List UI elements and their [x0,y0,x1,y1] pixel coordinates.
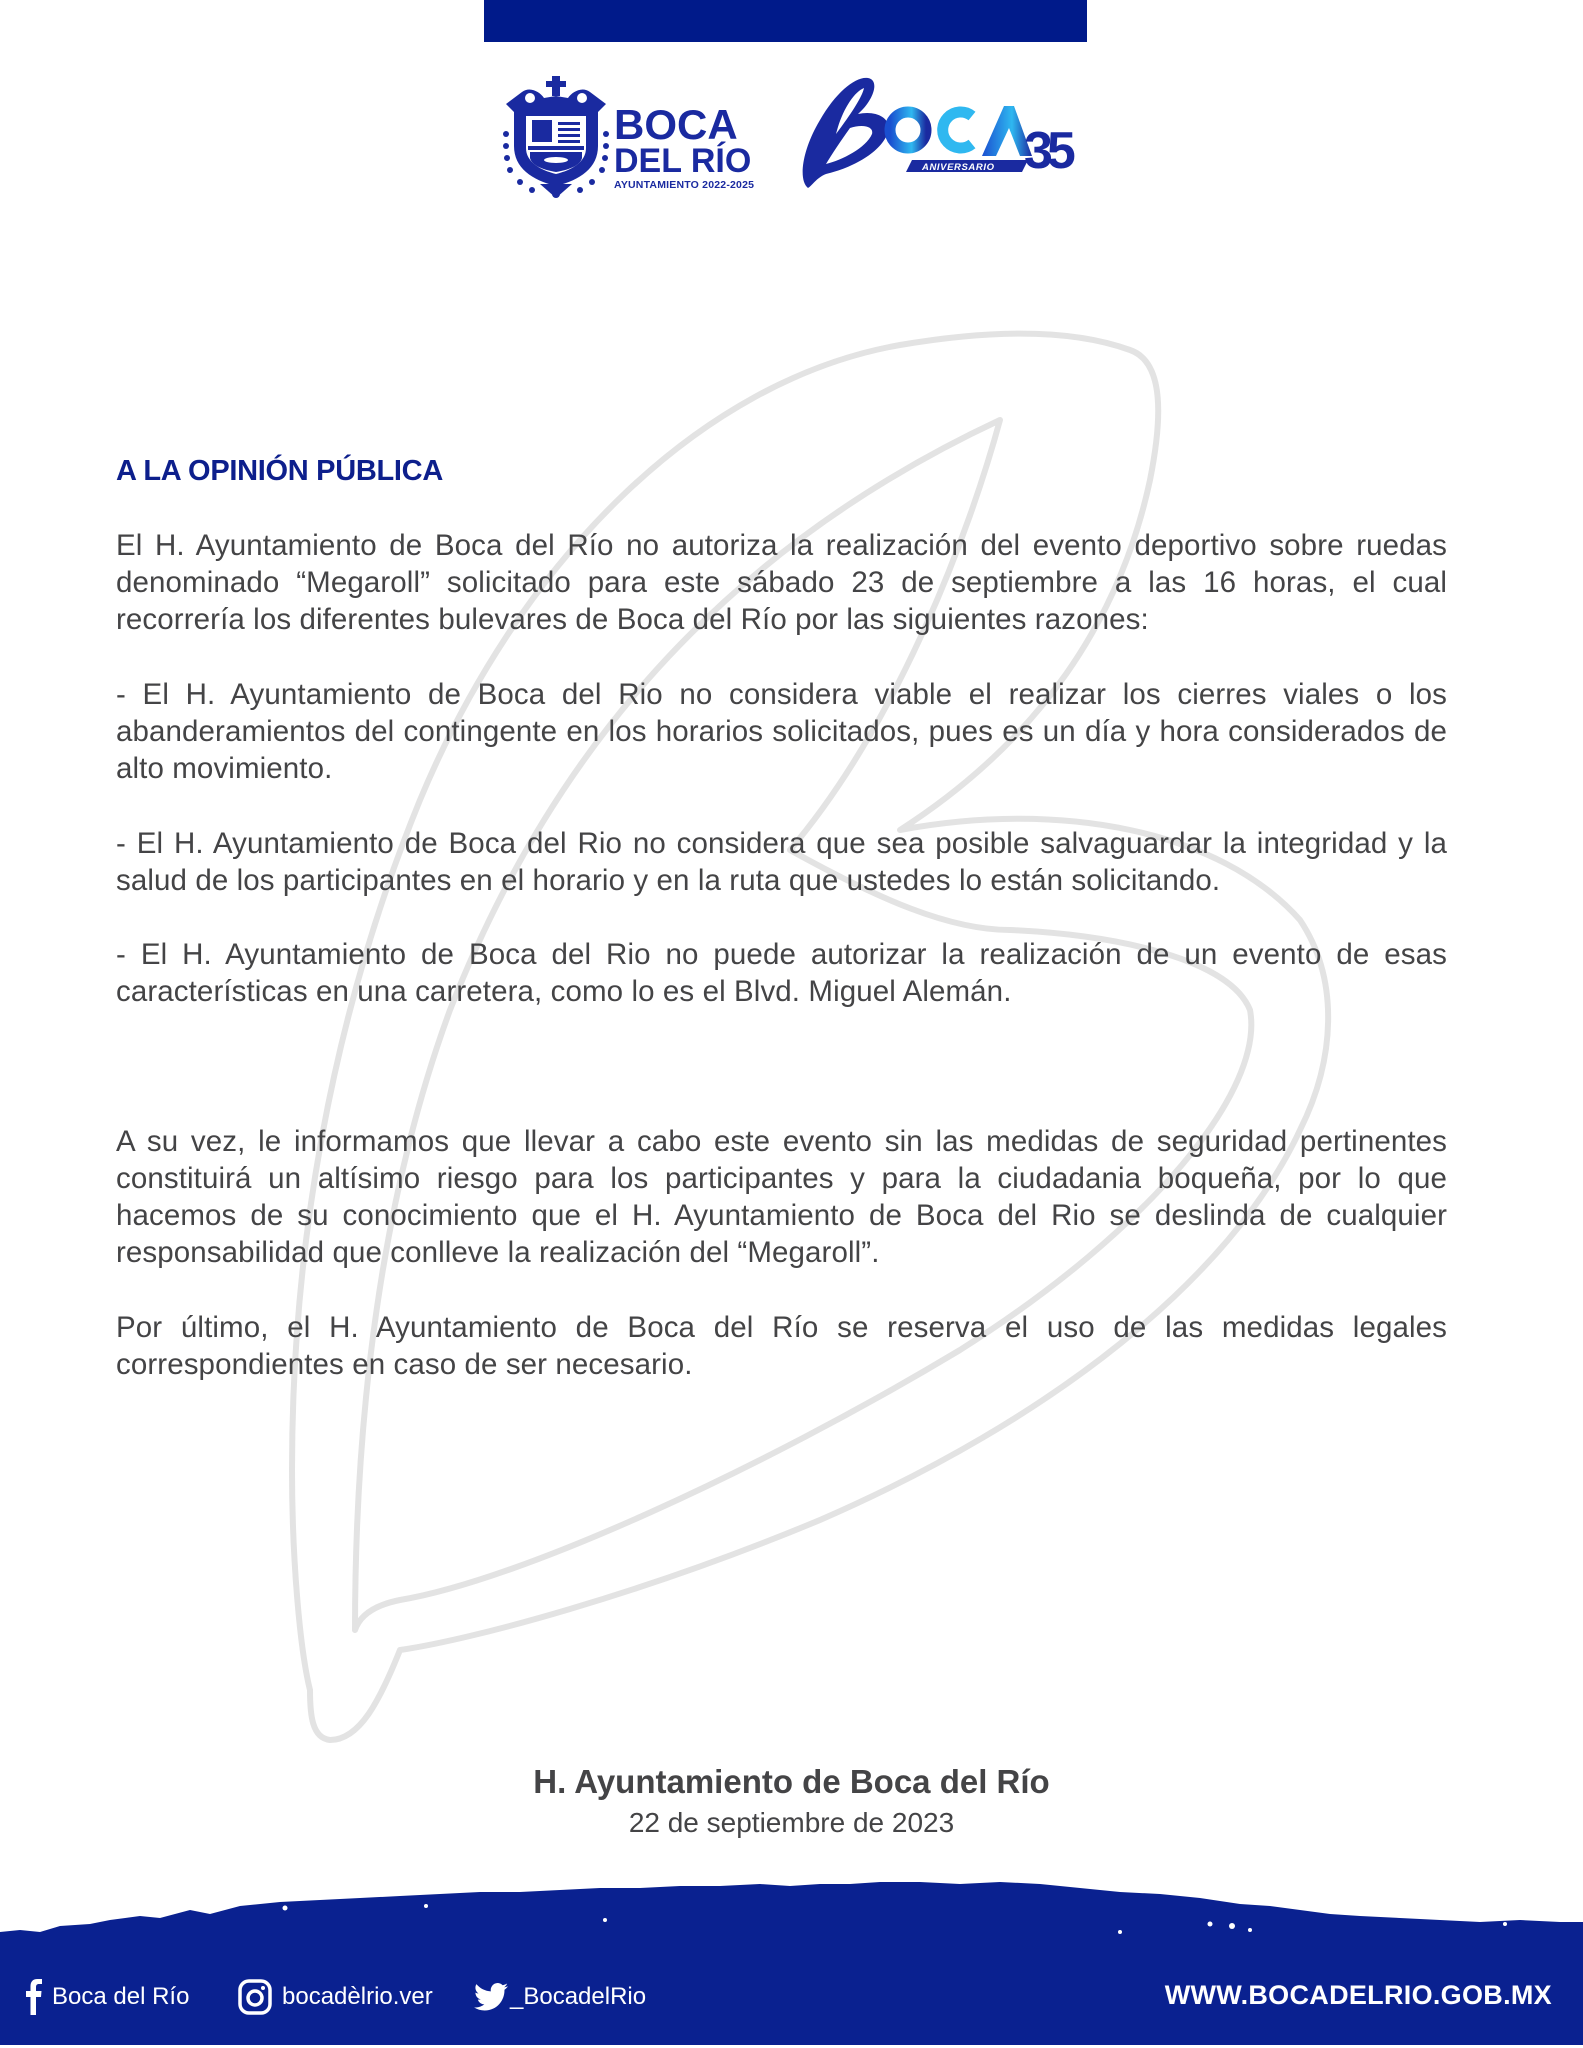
paragraph-reason-safety: - El H. Ayuntamiento de Boca del Rio no considera que sea posible salvaguardar la integridad y la salud de los participantes en el horario y en la ruta que ustedes lo están solicitando. [116,826,1447,897]
footer-twitter-link[interactable] [474,1972,646,2022]
header-logos [0,70,1583,200]
footer-instagram-link[interactable] [238,1972,433,2022]
paragraph-disclaimer: A su vez, le informamos que llevar a cabo este evento sin las medidas de seguridad pertinentes constituirá un altísimo riesgo para los participantes y para la ciudadania boqueña, por lo que hacemos de su conocimiento que el H. Ayuntamiento de Boca del Rio se deslinda de cualquier responsabilidad que conlleve la realización del “Megaroll”. [116,1124,1447,1270]
signature-block [0,1760,1583,1842]
crest-wordmark [614,101,755,192]
facebook-label: Boca del Río [52,1983,190,2010]
footer [0,1972,1583,2022]
instagram-label: bocadèlrio.ver [282,1983,433,2010]
signature-organization: H. Ayuntamiento de Boca del Río [533,1763,1050,1800]
twitter-icon [474,1982,508,2012]
footer-brush-band [0,1880,1583,2048]
crest-line-boca: BOCA [614,101,738,148]
paragraph-intro: El H. Ayuntamiento de Boca del Río no autoriza la realización del evento deportivo sobre ruedas denominado “Megaroll” solicitado para este sábado 23 de septiembre a las 16 horas, el cual recorrería los diferentes bulevares de Boca del Río por las siguientes razones: [116,529,1447,637]
instagram-icon [238,1979,272,2015]
crest-line-ayuntamiento: AYUNTAMIENTO 2022-2025 [614,179,755,191]
paragraph-reason-traffic: - El H. Ayuntamiento de Boca del Rio no considera viable el realizar los cierres viales o los abanderamientos del contingente en los horarios solicitados, pues es un día y hora considerados de alto movimiento. [116,677,1447,786]
svg-text:35: 35 [1024,122,1070,180]
twitter-label: _BocadelRio [510,1983,647,2010]
statement-body [116,449,1447,1420]
statement-heading: A LA OPINIÓN PÚBLICA [116,455,443,487]
website-link[interactable]: WWW.BOCADELRIO.GOB.MX [1164,1980,1552,2010]
top-color-bar [484,0,1087,42]
boca-35-anniversary-logo [796,70,1080,200]
paragraph-legal-measures: Por último, el H. Ayuntamiento de Boca del Río se reserva el uso de las medidas legales correspondientes en caso de ser necesario. [116,1310,1447,1381]
crest-line-del-rio: DEL RÍO [614,142,752,180]
paragraph-reason-highway: - El H. Ayuntamiento de Boca del Rio no puede autorizar la realización de un evento de esas características en una carretera, como lo es el Blvd. Miguel Alemán. [116,938,1447,1009]
signature-date: 22 de septiembre de 2023 [628,1807,955,1838]
svg-text:ANIVERSARIO: ANIVERSARIO [922,162,995,173]
footer-facebook-link[interactable] [26,1972,189,2022]
facebook-icon [26,1979,42,2015]
municipal-crest-icon [500,76,612,198]
